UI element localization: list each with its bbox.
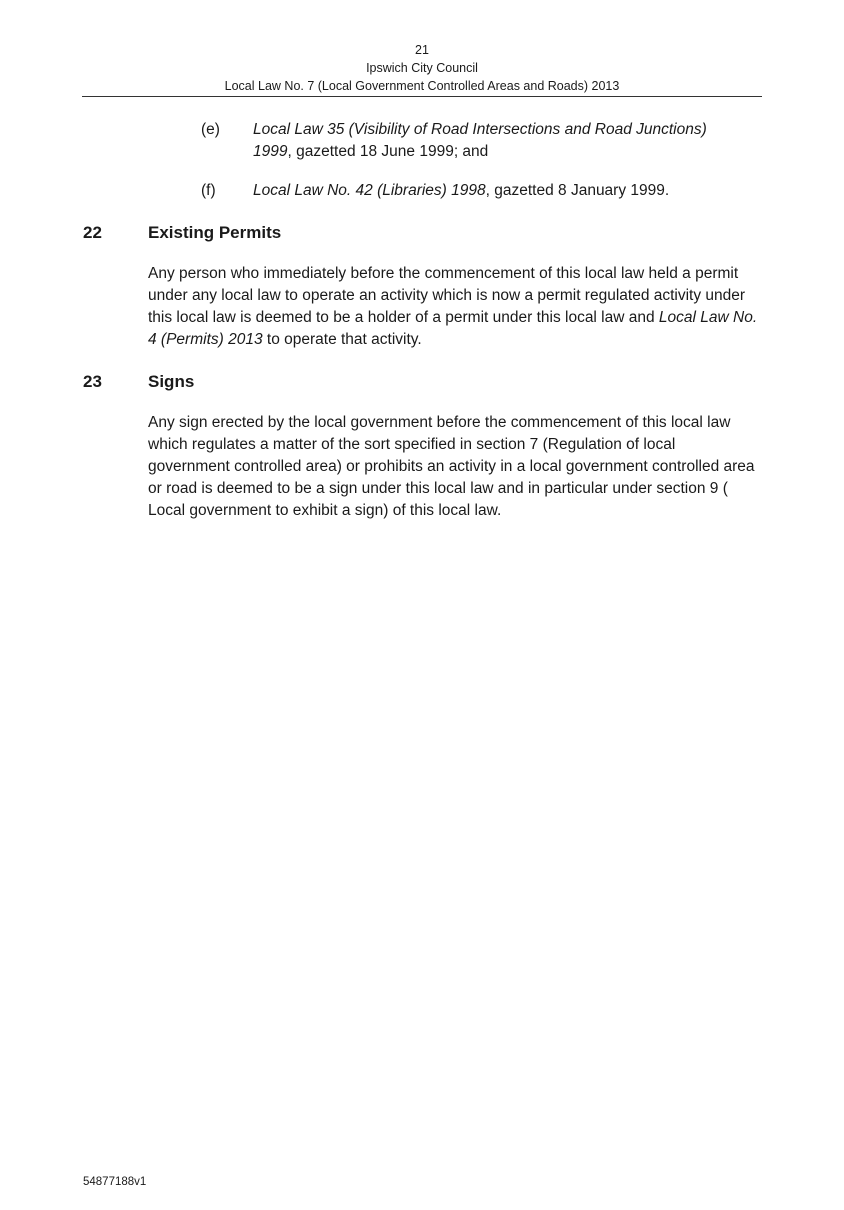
council-name: Ipswich City Council <box>366 61 478 75</box>
section-title: Existing Permits <box>148 223 282 242</box>
item-rest: , gazetted 8 January 1999. <box>485 182 670 199</box>
section-body <box>148 412 760 522</box>
section-number: 23 <box>83 372 102 391</box>
item-text <box>253 119 733 163</box>
law-title: Local Law No. 7 (Local Government Controlled Areas and Roads) 2013 <box>224 79 620 93</box>
section-text: Any person who immediately before the commencement of this local law held a permit under any local law to operate an activity which is now a permit regulated activity under this local law is deemed to be a holder of a permit under this local law and <box>148 265 746 326</box>
item-label: (f) <box>201 182 216 199</box>
section-title: Signs <box>148 372 195 391</box>
law-reference: Local Law No. 42 (Libraries) 1998 <box>253 182 486 199</box>
page-number: 21 <box>415 43 429 57</box>
header-divider <box>82 96 762 97</box>
law-reference: Local Law 35 (Visibility of Road Intersections and Road Junctions) 1999 <box>253 121 707 160</box>
item-text <box>253 180 773 202</box>
item-rest: , gazetted 18 June 1999; and <box>287 143 489 160</box>
document-id: 54877188v1 <box>83 1176 147 1188</box>
law-reference: Local Law No. 4 (Permits) 2013 <box>148 309 758 348</box>
item-label: (e) <box>201 121 220 138</box>
section-text-end: to operate that activity. <box>262 331 422 348</box>
page-header <box>82 41 762 95</box>
section-body <box>148 263 766 351</box>
section-text: Any sign erected by the local government before the commencement of this local law which regulates a matter of the sort specified in section 7 (Regulation of local government controlled area) or prohibits an activity in a local government controlled area or road is deemed to be a sign under this local law and in particular under section 9 ( Local government to exhibit a sign) of this local law. <box>148 414 755 519</box>
section-number: 22 <box>83 223 102 242</box>
